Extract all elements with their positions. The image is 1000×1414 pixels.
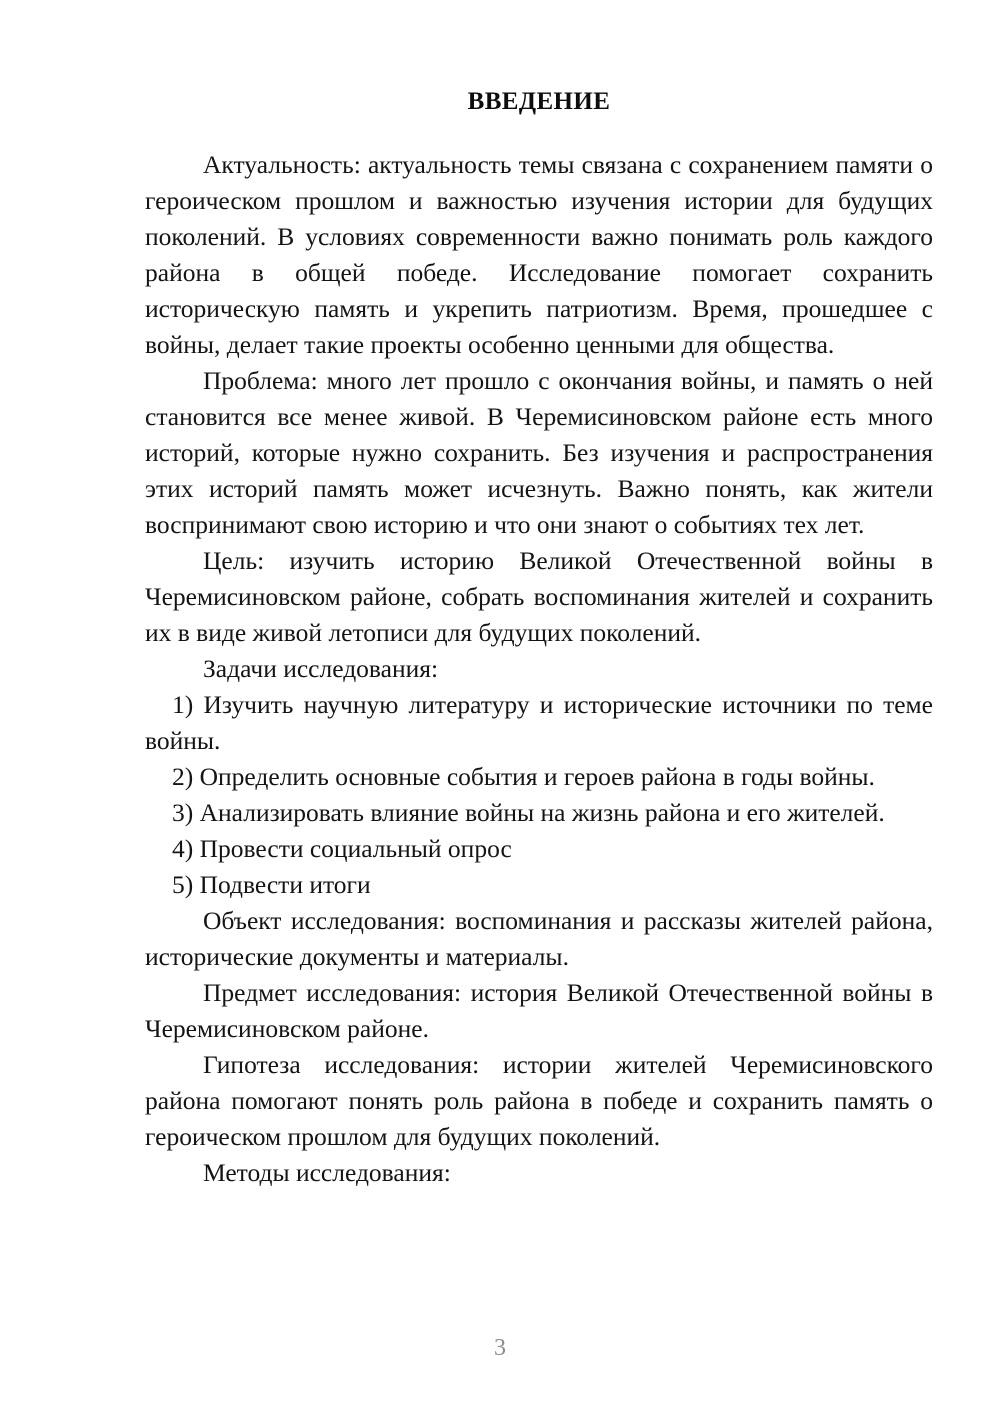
paragraph-subject: Предмет исследования: история Великой Отечественной войны в Черемисиновском районе. — [145, 977, 933, 1043]
paragraph-problem: Проблема: много лет прошло с окончания войны, и память о ней становится все менее живой. В Черемисиновском районе есть много историй, которые нужно сохранить. Без изучения и распространения этих историй память может исчезнуть. Важно понять, как жители воспринимают свою историю и что они знают о событиях тех лет. — [145, 365, 933, 539]
list-item: 4) Провести социальный опрос — [172, 833, 512, 863]
page-number: 3 — [494, 1335, 506, 1361]
list-item: 1) Изучить научную литературу и исторические источники по теме войны. — [145, 689, 933, 755]
heading-tasks: Задачи исследования: — [203, 653, 439, 683]
paragraph-relevance: Актуальность: актуальность темы связана с сохранением памяти о героическом прошлом и важностью изучения истории для будущих поколений. В условиях современности важно понимать роль каждого района в общей победе. Исследование помогает сохранить историческую память и укрепить патриотизм. Время, прошедшее с войны, делает такие проекты особенно ценными для общества. — [145, 149, 933, 359]
heading-methods: Методы исследования: — [203, 1157, 451, 1187]
list-item: 5) Подвести итоги — [172, 869, 371, 899]
paragraph-hypothesis: Гипотеза исследования: истории жителей Черемисиновского района помогают понять роль района в победе и сохранить память о героическом прошлом для будущих поколений. — [145, 1049, 933, 1151]
page-title: ВВЕДЕНИЕ — [467, 88, 611, 115]
list-item: 2) Определить основные события и героев района в годы войны. — [172, 761, 875, 791]
list-item: 3) Анализировать влияние войны на жизнь района и его жителей. — [172, 797, 885, 827]
paragraph-goal: Цель: изучить историю Великой Отечественной войны в Черемисиновском районе, собрать воспоминания жителей и сохранить их в виде живой летописи для будущих поколений. — [145, 545, 933, 647]
tasks-list — [145, 687, 933, 903]
document-content — [145, 88, 933, 1191]
paragraph-object: Объект исследования: воспоминания и рассказы жителей района, исторические документы и материалы. — [145, 905, 933, 971]
